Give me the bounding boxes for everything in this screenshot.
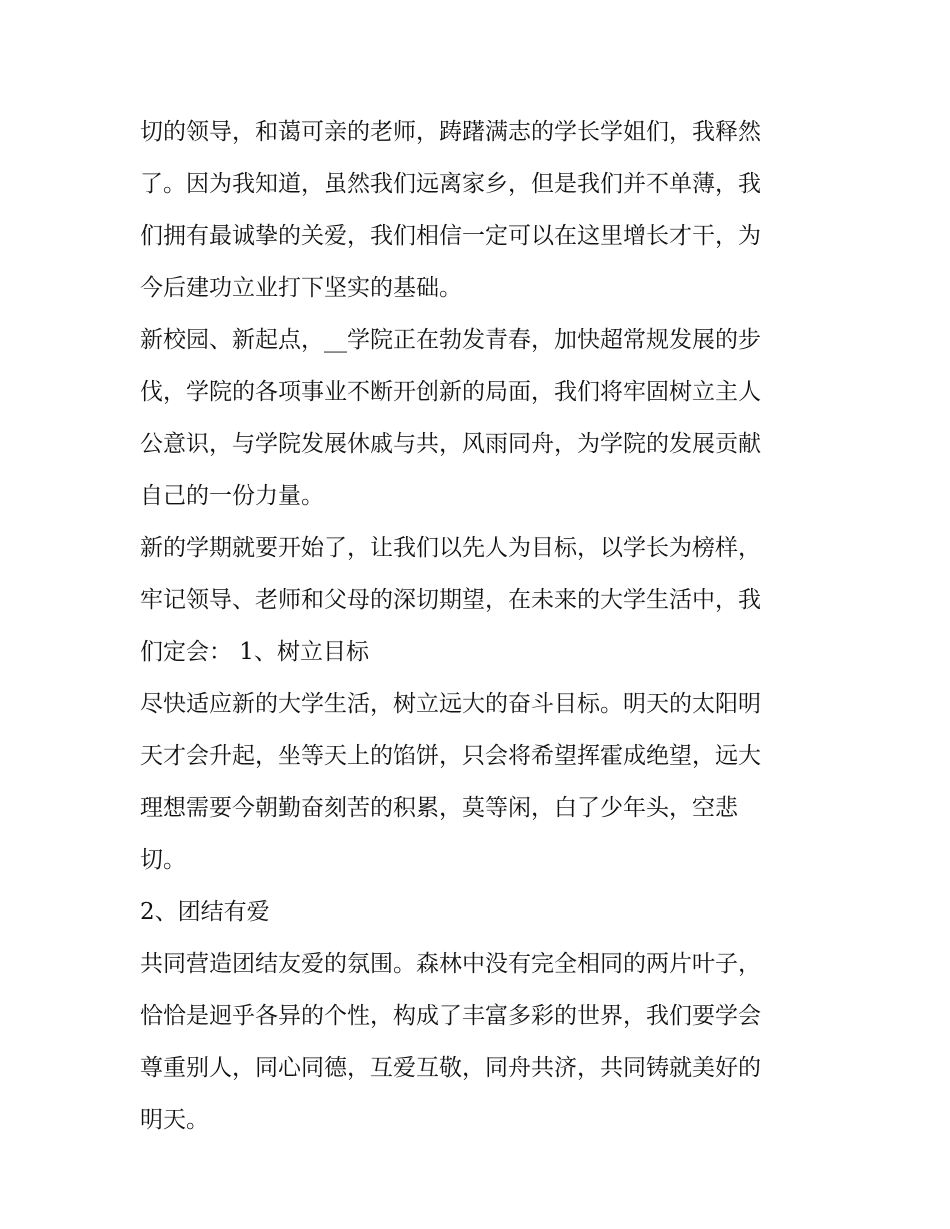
paragraph <box>140 314 820 522</box>
paragraph <box>140 678 820 886</box>
text-line: 切。 <box>140 847 186 873</box>
text-line: 今后建功立业打下坚实的基础。 <box>140 275 462 301</box>
text-line: 牢记领导、老师和父母的深切期望，在未来的大学生活中，我 <box>140 587 761 613</box>
text-line: 明天。 <box>140 1107 209 1133</box>
text-line: 天才会升起，坐等天上的馅饼，只会将希望挥霍成绝望，远大 <box>140 743 761 769</box>
text-line: 了。因为我知道，虽然我们远离家乡，但是我们并不单薄，我 <box>140 171 761 197</box>
text-line: 理想需要今朝勤奋刻苦的积累，莫等闲，白了少年头，空悲 <box>140 795 738 821</box>
text-line: 共同营造团结友爱的氛围。森林中没有完全相同的两片叶子， <box>140 951 761 977</box>
text-line: 恰恰是迥乎各异的个性，构成了丰富多彩的世界，我们要学会 <box>140 1003 761 1029</box>
paragraph <box>140 106 820 314</box>
text-line: 伐，学院的各项事业不断开创新的局面，我们将牢固树立主人 <box>140 379 761 405</box>
section-heading <box>140 886 820 938</box>
paragraph <box>140 522 820 678</box>
text-line: 们定会： 1、树立目标 <box>140 639 369 665</box>
text-line: 尊重别人，同心同德，互爱互敬，同舟共济，共同铸就美好的 <box>140 1055 761 1081</box>
text-line: 自己的一份力量。 <box>140 483 324 509</box>
text-line: 公意识，与学院发展休戚与共，风雨同舟，为学院的发展贡献 <box>140 431 761 457</box>
text-line: 们拥有最诚挚的关爱，我们相信一定可以在这里增长才干，为 <box>140 223 761 249</box>
text-line: 切的领导，和蔼可亲的老师，踌躇满志的学长学姐们，我释然 <box>140 119 761 145</box>
document-body <box>140 106 820 1146</box>
text-line: 新校园、新起点，__学院正在勃发青春，加快超常规发展的步 <box>140 327 761 353</box>
text-line: 2、团结有爱 <box>140 899 270 925</box>
paragraph <box>140 938 820 1146</box>
text-line: 尽快适应新的大学生活，树立远大的奋斗目标。明天的太阳明 <box>140 691 761 717</box>
text-line: 新的学期就要开始了，让我们以先人为目标，以学长为榜样， <box>140 535 761 561</box>
